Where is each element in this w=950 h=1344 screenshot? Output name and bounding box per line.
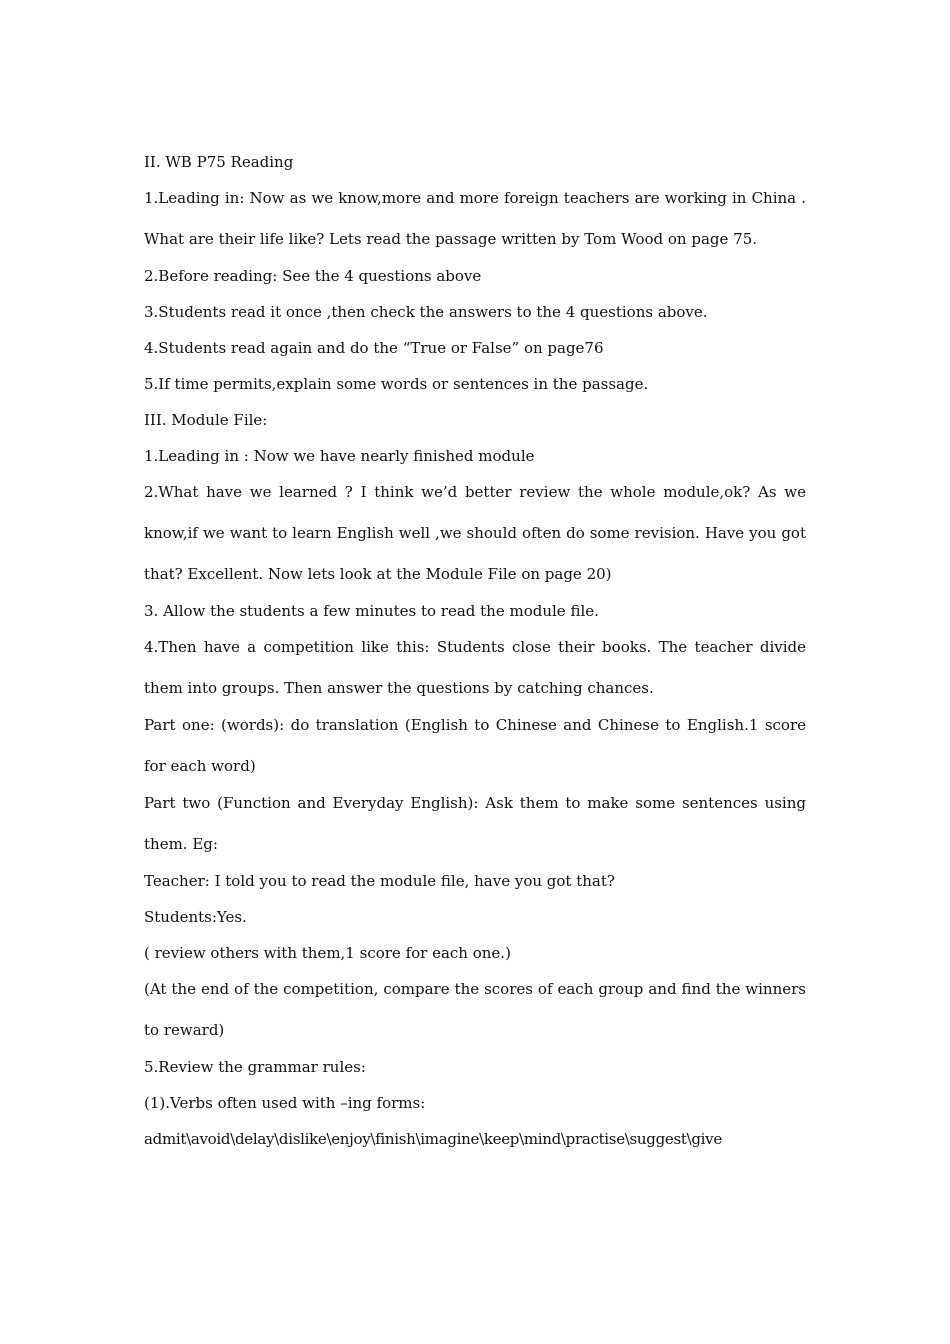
read-once-item: 3.Students read it once ,then check the answers to the 4 questions above.: [144, 303, 708, 321]
heading-wb-reading: II. WB P75 Reading: [144, 153, 294, 171]
competition-paragraph: 4.Then have a competition like this: Students close their books. The teacher divide them into groups. Then answer the questions by catching chances.: [144, 638, 806, 697]
end-competition-paragraph: (At the end of the competition, compare the scores of each group and find the winners to reward): [144, 980, 806, 1039]
leading-in-paragraph: 1.Leading in: Now as we know,more and more foreign teachers are working in China . What are their life like? Lets read the passage written by Tom Wood on page 75.: [144, 189, 806, 248]
read-again-item: 4.Students read again and do the “True or False” on page76: [144, 339, 604, 357]
part-two-paragraph: Part two (Function and Everyday English): Ask them to make some sentences using them. Eg:: [144, 794, 806, 853]
if-time-item: 5.If time permits,explain some words or sentences in the passage.: [144, 375, 649, 393]
review-others-note: ( review others with them,1 score for each one.): [144, 944, 511, 962]
document-body: [144, 150, 806, 1163]
heading-module-file: III. Module File:: [144, 411, 268, 429]
verb-list-line: admit\avoid\delay\dislike\enjoy\finish\imagine\keep\mind\practise\suggest\give: [144, 1130, 722, 1148]
students-dialogue-line: Students:Yes.: [144, 908, 247, 926]
before-reading-item: 2.Before reading: See the 4 questions above: [144, 267, 482, 285]
what-learned-paragraph: 2.What have we learned ? I think we’d better review the whole module,ok? As we know,if we want to learn English well ,we should often do some revision. Have you got that? Excellent. Now lets look at the Module File on page 20): [144, 483, 806, 583]
leading-in-module-item: 1.Leading in : Now we have nearly finished module: [144, 447, 535, 465]
review-grammar-item: 5.Review the grammar rules:: [144, 1058, 366, 1076]
teacher-dialogue-line: Teacher: I told you to read the module file, have you got that?: [144, 872, 615, 890]
verbs-ing-item: (1).Verbs often used with –ing forms:: [144, 1094, 426, 1112]
allow-students-item: 3. Allow the students a few minutes to read the module file.: [144, 602, 599, 620]
part-one-paragraph: Part one: (words): do translation (English to Chinese and Chinese to English.1 score for each word): [144, 716, 806, 775]
